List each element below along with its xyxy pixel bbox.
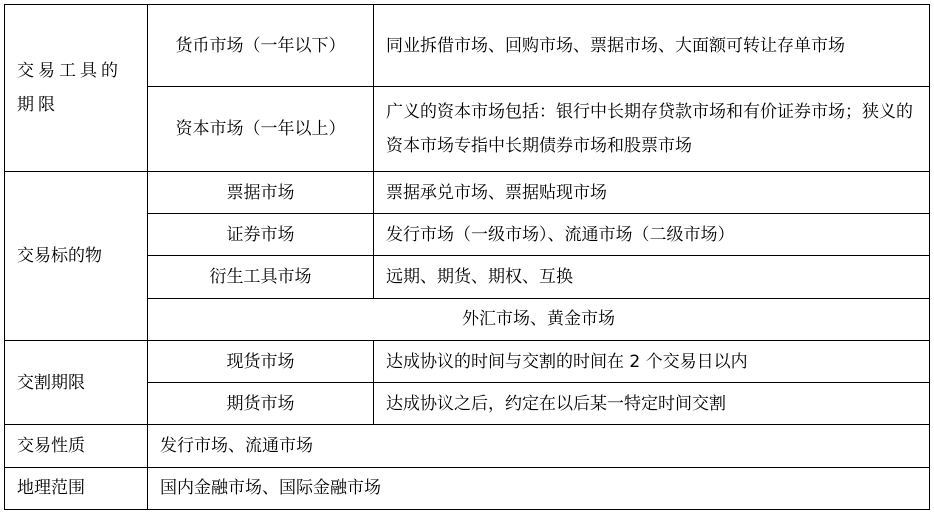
description-cell: 达成协议之后，约定在以后某一特定时间交割 bbox=[374, 383, 930, 425]
subcategory-cell: 证券市场 bbox=[148, 214, 374, 256]
description-cell: 远期、期货、期权、互换 bbox=[374, 256, 930, 298]
table-row bbox=[5, 467, 930, 509]
subcategory-cell: 期货市场 bbox=[148, 383, 374, 425]
subcategory-cell: 资本市场（一年以上） bbox=[148, 87, 374, 172]
table-row bbox=[5, 171, 930, 213]
category-cell: 地理范围 bbox=[5, 467, 148, 509]
subcategory-cell: 衍生工具市场 bbox=[148, 256, 374, 298]
value-cell: 国内金融市场、国际金融市场 bbox=[148, 467, 930, 509]
category-cell: 交易性质 bbox=[5, 425, 148, 467]
subcategory-cell: 货币市场（一年以下） bbox=[148, 5, 374, 87]
description-cell: 达成协议的时间与交割的时间在 2 个交易日以内 bbox=[374, 340, 930, 382]
subcategory-cell: 票据市场 bbox=[148, 171, 374, 213]
subcategory-cell: 现货市场 bbox=[148, 340, 374, 382]
description-cell: 发行市场（一级市场）、流通市场（二级市场） bbox=[374, 214, 930, 256]
market-classification-table bbox=[4, 4, 930, 510]
merged-value-cell: 外汇市场、黄金市场 bbox=[148, 298, 930, 340]
category-cell: 交易标的物 bbox=[5, 171, 148, 340]
description-cell: 广义的资本市场包括：银行中长期存贷款市场和有价证券市场；狭义的资本市场专指中长期债券市场和股票市场 bbox=[374, 87, 930, 172]
table-row bbox=[5, 425, 930, 467]
table-row bbox=[5, 340, 930, 382]
description-cell: 同业拆借市场、回购市场、票据市场、大面额可转让存单市场 bbox=[374, 5, 930, 87]
category-cell: 交割期限 bbox=[5, 340, 148, 425]
description-cell: 票据承兑市场、票据贴现市场 bbox=[374, 171, 930, 213]
table-row bbox=[5, 5, 930, 87]
value-cell: 发行市场、流通市场 bbox=[148, 425, 930, 467]
category-cell: 交易工具的期限 bbox=[5, 5, 148, 172]
